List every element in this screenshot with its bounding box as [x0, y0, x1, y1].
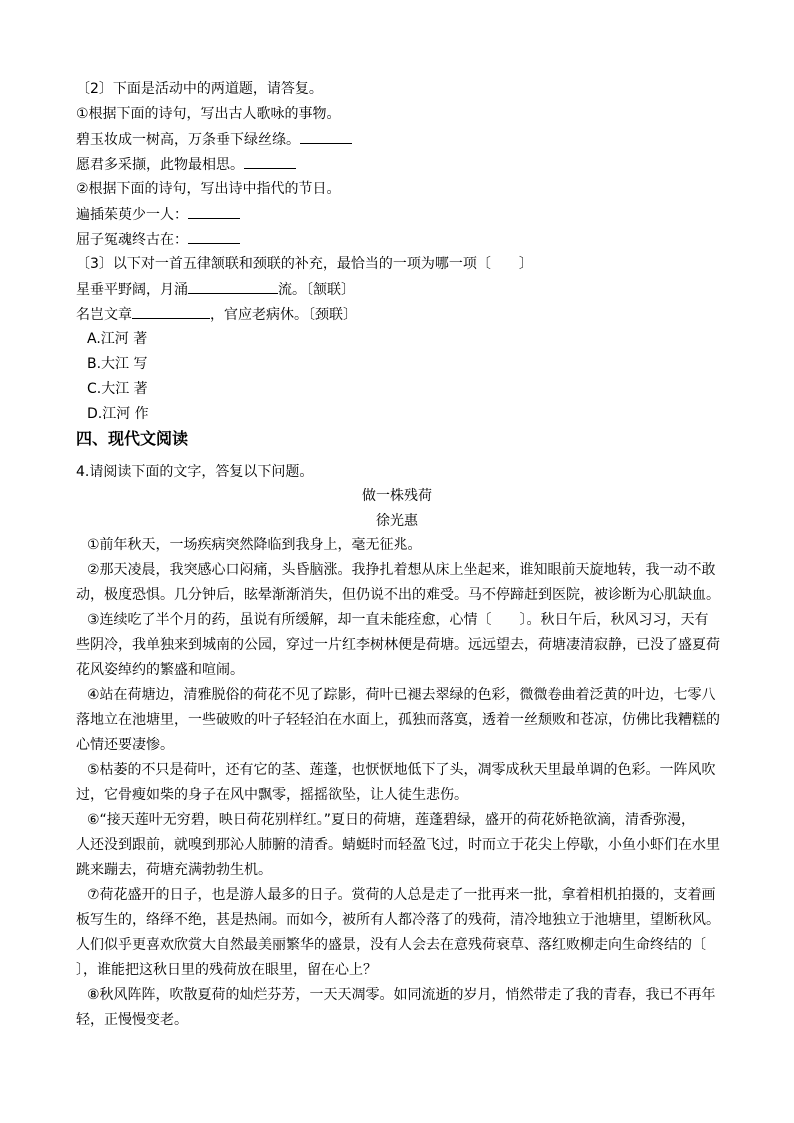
option-a[interactable]: A.江河 著 [87, 331, 148, 347]
paragraph-line: 人们似乎更喜欢欣赏大自然最美丽繁华的盛景，没有人会去在意残荷衰草、落红败柳走向生命终结的〔 [76, 937, 706, 953]
reading-prompt: 4.请阅读下面的文字，答复以下问题。 [76, 464, 314, 480]
answer-blank[interactable] [188, 204, 240, 219]
option-d[interactable]: D.江河 作 [87, 406, 149, 422]
paragraph-line: ④站在荷塘边，清雅脱俗的荷花不见了踪影，荷叶已褪去翠绿的色彩，微微卷曲着泛黄的叶边，七零八 [87, 687, 716, 703]
paragraph-line: 些阴冷，我单独来到城南的公园，穿过一片红李树林便是荷塘。远远望去，荷塘凄清寂静，已没了盛夏荷 [76, 637, 720, 653]
paragraph-line: 跳来蹦去，荷塘充满勃勃生机。 [76, 862, 272, 878]
article-author: 徐光惠 [376, 513, 418, 529]
section-heading: 四、现代文阅读 [76, 429, 189, 448]
q1-instruction: ①根据下面的诗句，写出古人歌咏的事物。 [76, 106, 341, 122]
answer-blank[interactable] [188, 279, 278, 294]
section2-intro: 〔2〕下面是活动中的两道题，请答复。 [76, 81, 323, 97]
q2-poem-line-1: 遍插茱萸少一人： [76, 204, 240, 225]
paragraph-line: 轻，正慢慢变老。 [76, 1012, 188, 1028]
q2-poem-line-2: 屈子冤魂终古在： [76, 229, 240, 250]
article-title: 做一株残荷 [362, 488, 432, 504]
paragraph-line: 花风姿绰约的繁盛和喧闹。 [76, 662, 244, 678]
q2-instruction: ②根据下面的诗句，写出诗中指代的节日。 [76, 181, 341, 197]
answer-blank[interactable] [132, 304, 210, 319]
option-c[interactable]: C.大江 著 [87, 381, 148, 397]
paragraph-line: 动，极度恐惧。几分钟后，眩晕渐渐消失，但仍说不出的难受。马不停蹄赶到医院，被诊断为心肌缺血。 [76, 587, 720, 603]
section3-couplet-2: 名岂文章 ，官应老病休。〔颈联〕 [76, 304, 357, 325]
option-b[interactable]: B.大江 写 [87, 356, 148, 372]
section3-question: 〔3〕以下对一首五律颔联和颈联的补充，最恰当的一项为哪一项〔 〕 [76, 256, 533, 272]
q1-poem-line-1: 碧玉妆成一树高，万条垂下绿丝绦。 [76, 129, 352, 150]
paragraph-line: ⑥“接天莲叶无穷碧，映日荷花别样红。”夏日的荷塘，莲蓬碧绿，盛开的荷花娇艳欲滴，清香弥漫， [87, 812, 696, 828]
paragraph-line: ⑦荷花盛开的日子，也是游人最多的日子。赏荷的人总是走了一批再来一批，拿着相机拍摄的，支着画 [87, 887, 716, 903]
paragraph-line: 人还没到跟前，就嗅到那沁人肺腑的清香。蜻蜓时而轻盈飞过，时而立于花尖上停歇，小鱼小虾们在水里 [76, 837, 720, 853]
paragraph-line: ①前年秋天，一场疾病突然降临到我身上，毫无征兆。 [87, 537, 422, 553]
paragraph-line: 板写生的，络绎不绝，甚是热闹。而如今，被所有人都冷落了的残荷，清冷地独立于池塘里，望断秋风。 [76, 912, 720, 928]
paragraph-line: ⑤枯萎的不只是荷叶，还有它的茎、莲蓬，也恹恹地低下了头，凋零成秋天里最单调的色彩。一阵风吹 [87, 762, 716, 778]
paragraph-line: 落地立在池塘里，一些破败的叶子轻轻泊在水面上，孤独而落寞，透着一丝颓败和苍凉，仿佛比我糟糕的 [76, 712, 720, 728]
paragraph-line: 过，它骨瘦如柴的身子在风中飘零，摇摇欲坠，让人徒生悲伤。 [76, 787, 468, 803]
paragraph-line: ⑧秋风阵阵，吹散夏荷的灿烂芬芳，一天天凋零。如同流逝的岁月，悄然带走了我的青春，我已不再年 [87, 987, 716, 1003]
answer-blank[interactable] [244, 154, 296, 169]
answer-blank[interactable] [188, 229, 240, 244]
paragraph-line: 心情还要凄惨。 [76, 737, 174, 753]
section3-couplet-1: 星垂平野阔，月涌 流。〔颔联〕 [76, 279, 355, 300]
paragraph-line: 〕，谁能把这秋日里的残荷放在眼里，留在心上？ [76, 962, 377, 978]
paragraph-line: ③连续吃了半个月的药，虽说有所缓解，却一直未能痊愈，心情〔 〕。秋日午后，秋风习习，天有 [87, 612, 709, 628]
answer-blank[interactable] [300, 129, 352, 144]
paragraph-line: ②那天凌晨，我突感心口闷痛，头昏脑涨。我挣扎着想从床上坐起来，谁知眼前天旋地转，我一动不敢 [87, 562, 716, 578]
q1-poem-line-2: 愿君多采撷，此物最相思。 [76, 154, 296, 175]
